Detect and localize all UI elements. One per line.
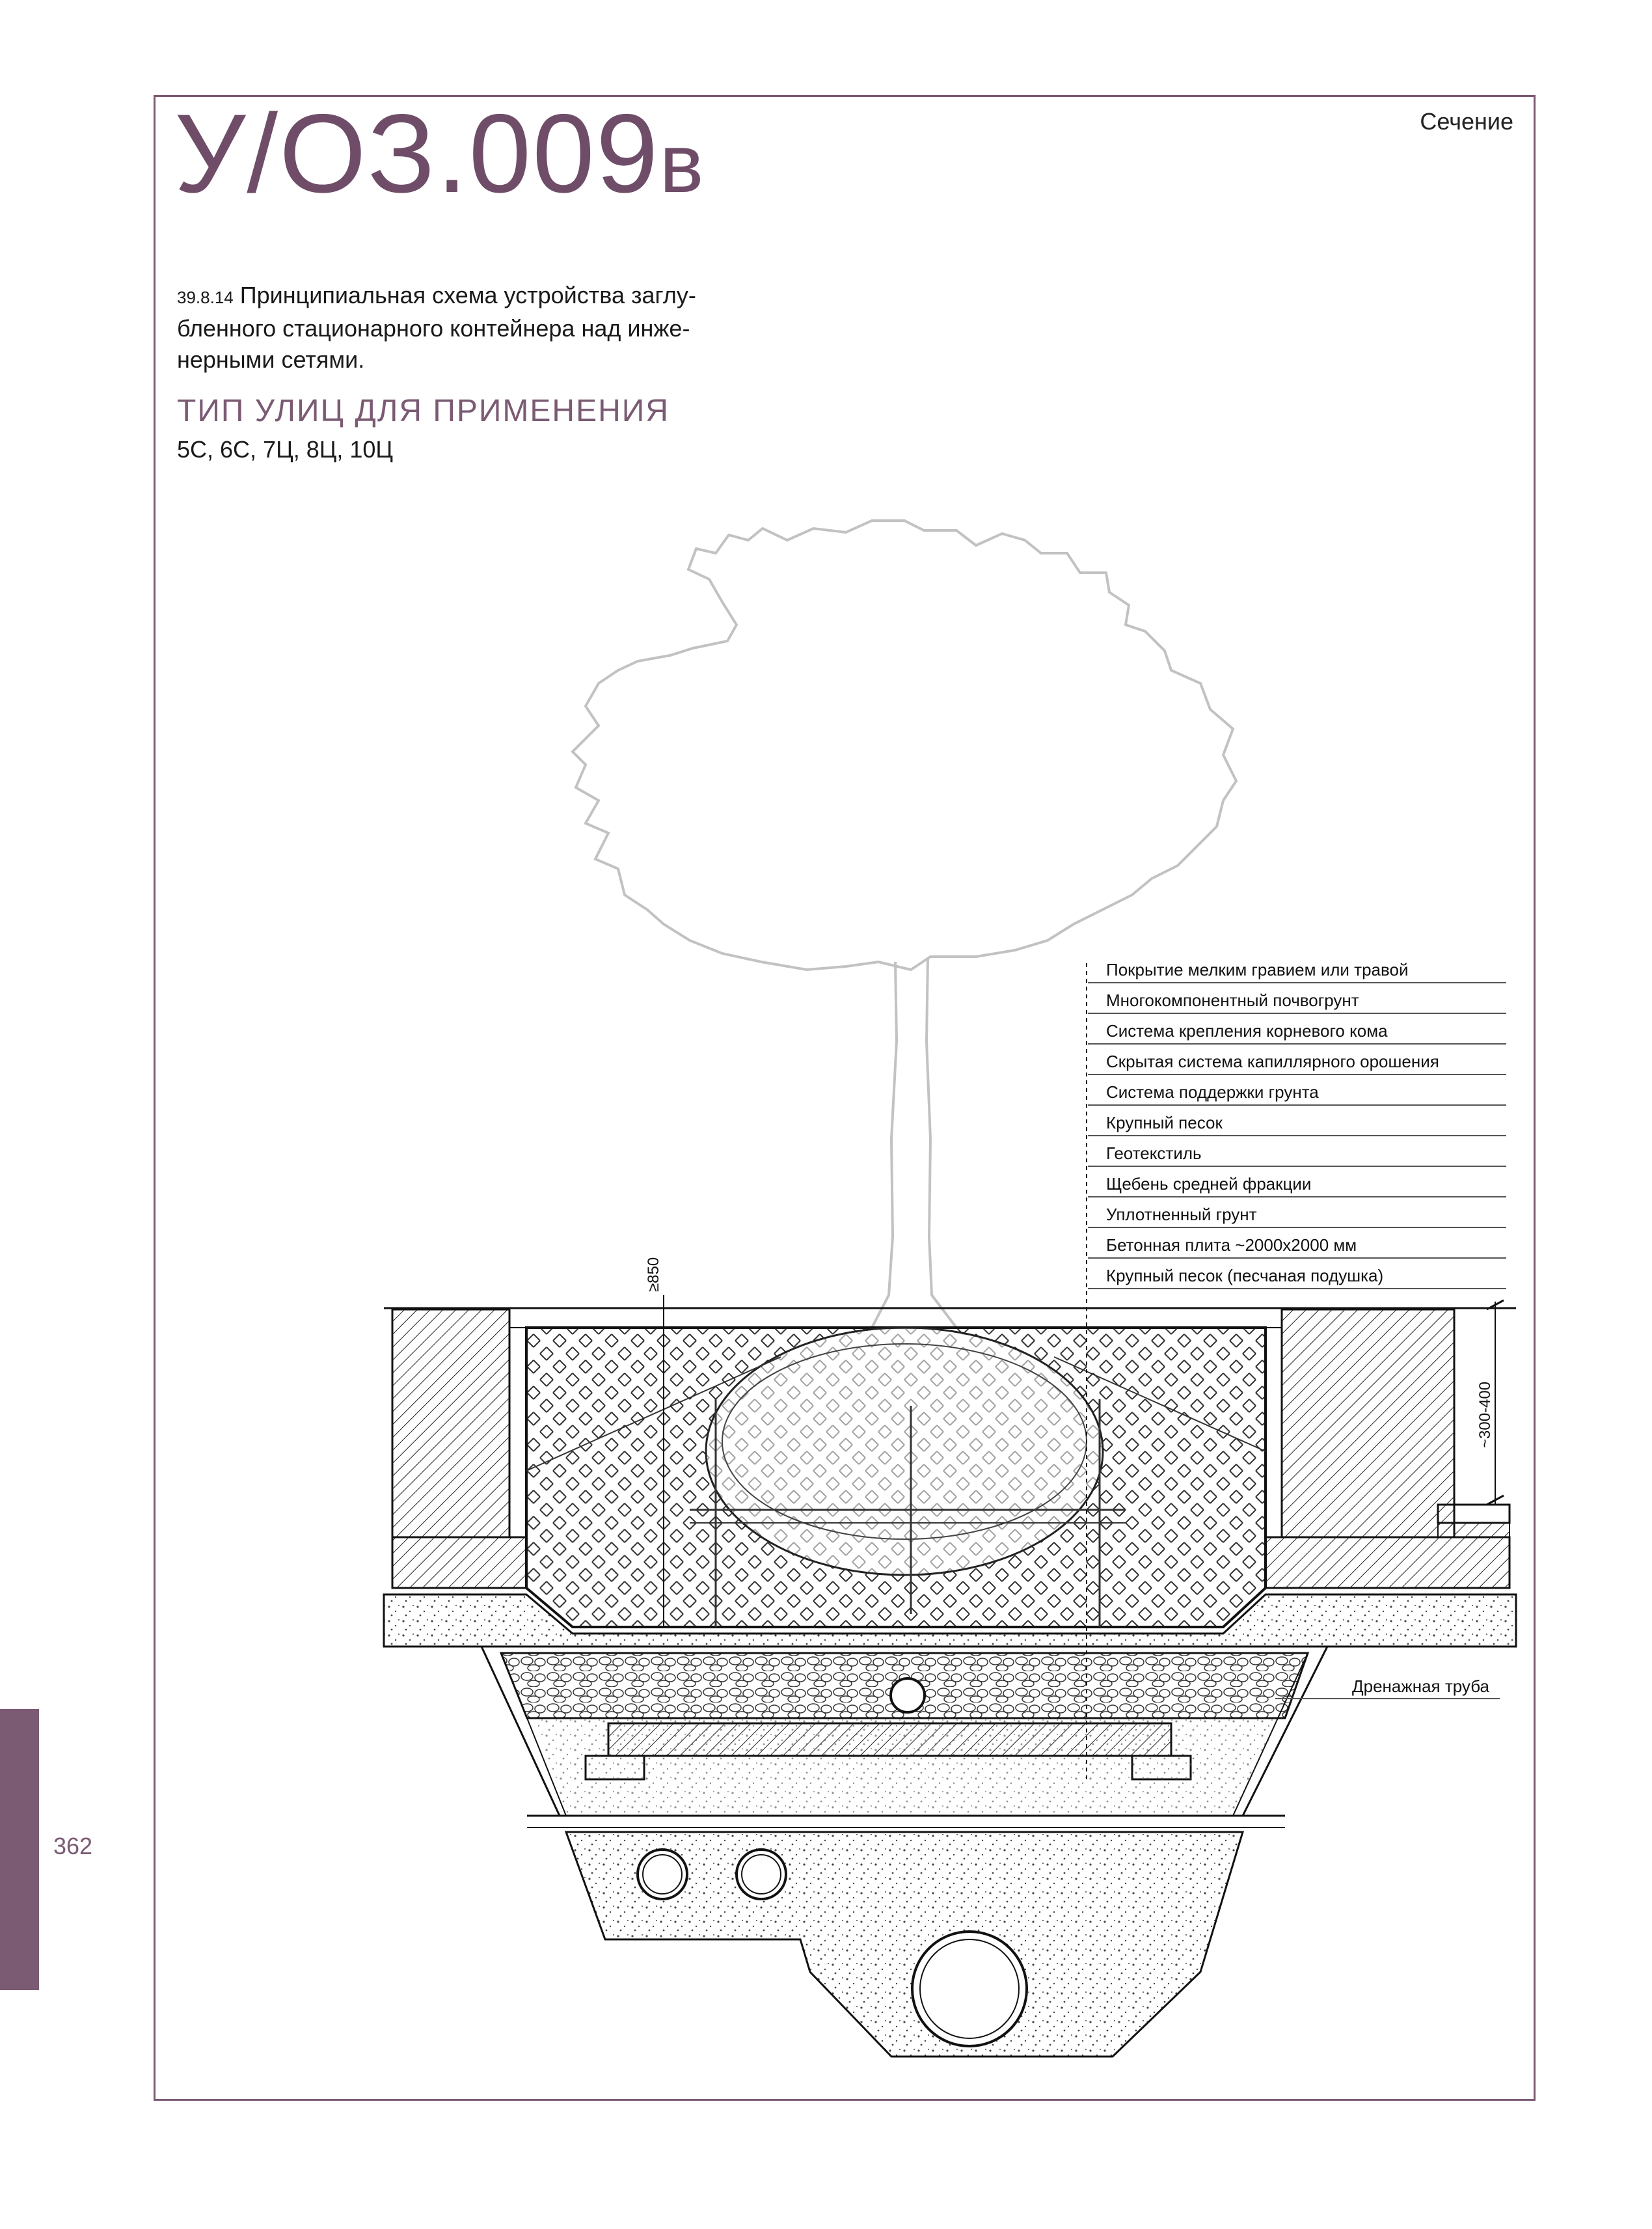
description-text: Принципиальная схема устройства заглу-бленного стационарного контейнера над инже-нерными сетями. (177, 282, 696, 373)
section-label: Сечение (1420, 108, 1513, 135)
description-number: 39.8.14 (177, 288, 234, 307)
layer-label-3: Система крепления корневого кома (1106, 1021, 1388, 1041)
tree-crown (573, 521, 1236, 970)
tree-trunk (872, 958, 956, 1328)
street-types-title: ТИП УЛИЦ ДЛЯ ПРИМЕНЕНИЯ (177, 394, 670, 428)
layer-label-2: Многокомпонентный почвогрунт (1106, 991, 1359, 1010)
layer-label-5: Система поддержки грунта (1106, 1082, 1319, 1102)
document-code: У/ОЗ.009в (174, 91, 705, 216)
layer-label-9: Уплотненный грунт (1106, 1205, 1257, 1224)
utility-pipe-2 (737, 1850, 786, 1899)
utility-pipe-main (912, 1932, 1027, 2046)
page-number: 362 (53, 1833, 93, 1859)
layer-label-11: Крупный песок (песчаная подушка) (1106, 1266, 1384, 1285)
layer-label-10: Бетонная плита ~2000х2000 мм (1106, 1235, 1357, 1255)
drain-pipe (891, 1678, 925, 1712)
drain-pipe-label: Дренажная труба (1352, 1676, 1489, 1696)
root-ball (706, 1328, 1103, 1575)
street-types-values: 5С, 6С, 7Ц, 8Ц, 10Ц (177, 436, 394, 463)
layer-label-7: Геотекстиль (1106, 1143, 1202, 1163)
layer-label-8: Щебень средней фракции (1106, 1174, 1312, 1194)
right-curb (1282, 1309, 1454, 1537)
layer-label-6: Крупный песок (1106, 1113, 1223, 1132)
layer-label-1: Покрытие мелким гравием или травой (1106, 960, 1409, 979)
layer-label-4: Скрытая система капиллярного орошения (1106, 1052, 1439, 1071)
left-curb (392, 1309, 509, 1537)
dim-depth: ≥850 (645, 1257, 662, 1292)
dim-height: ~300-400 (1476, 1381, 1494, 1448)
utility-pipe-1 (638, 1850, 687, 1899)
